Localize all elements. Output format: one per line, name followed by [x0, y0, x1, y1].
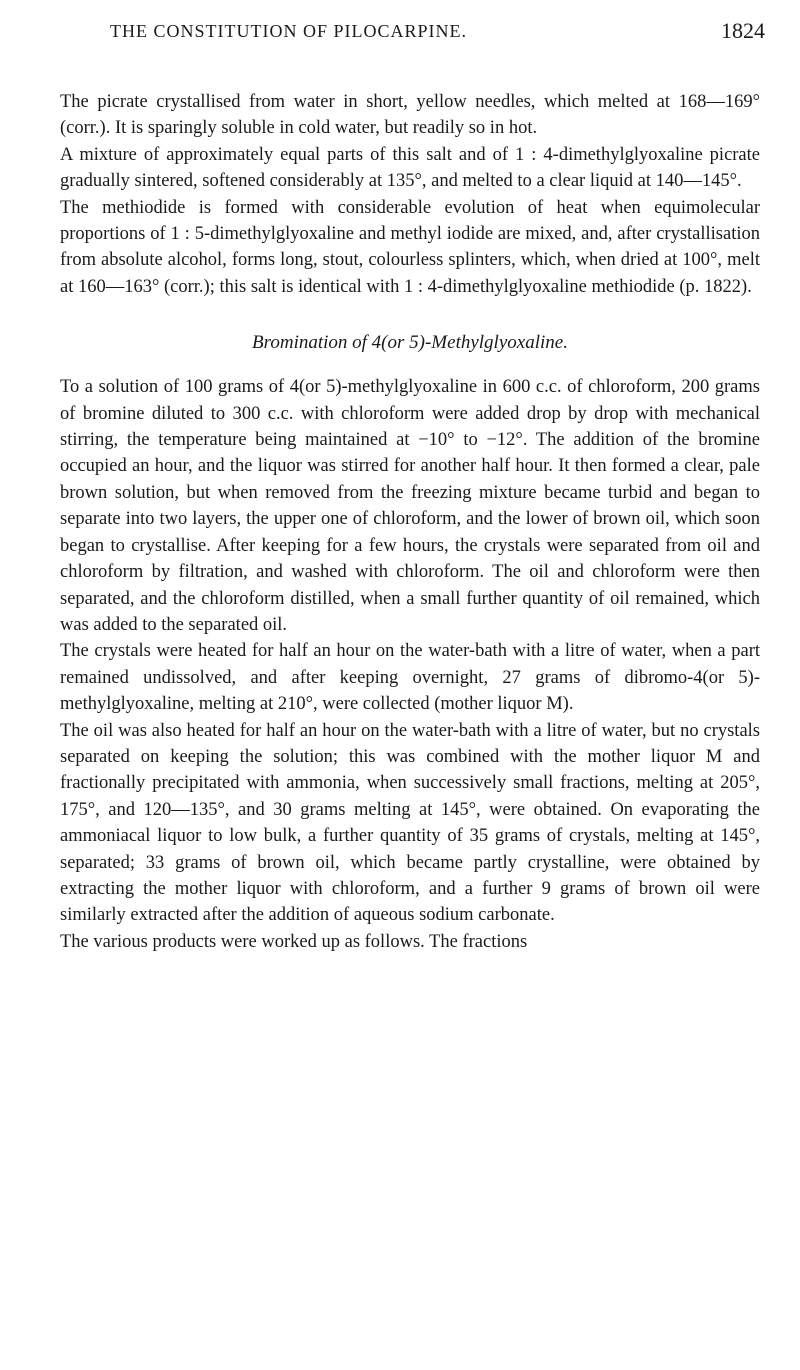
paragraph-methiodide: The methiodide is formed with considerable evolution of heat when equimolecular proportions of 1 : 5-dimethylglyoxaline and methyl iodide are mixed, and, after crystallisation from absolute alcohol, forms long, stout, colourless splinters, which, when dried at 100°, melt at 160—163° (corr.); this salt is identical with 1 : 4-dimethylglyoxaline methiodide (p. 1822). — [60, 197, 760, 297]
paragraph-bromination-procedure: To a solution of 100 grams of 4(or 5)-methylglyoxaline in 600 c.c. of chloroform, 200 grams of bromine diluted to 300 c.c. with chloroform were added drop by drop with mechanical stirring, the temperature being maintained at −10° to −12°. The addition of the bromine occupied an hour, and the liquor was stirred for another half hour. It then formed a clear, pale brown solution, but when removed from the freezing mixture became turbid and began to separate into two layers, the upper one of chloroform, and the lower of brown oil, which soon began to crystallise. After keeping for a few hours, the crystals were separated from oil and chloroform by filtration, and washed with chloroform. The oil and chloroform were then separated, and the chloroform distilled, when a small further quantity of oil remained, which was added to the separated oil. — [60, 377, 760, 635]
section-heading: Bromination of 4(or 5)-Methylglyoxaline. — [252, 332, 568, 354]
page-number: 1824 — [721, 18, 765, 43]
paragraph-oil: The oil was also heated for half an hour on the water-bath with a litre of water, but no crystals separated on keeping the solution; this was combined with the mother liquor M and fractionally precipitated with ammonia, when successively small fractions, melting at 205°, 175°, and 120—135°, and 30 grams melting at 145°, were obtained. On evaporating the ammoniacal liquor to low bulk, a further quantity of 35 grams of crystals, melting at 145°, separated; 33 grams of brown oil, which became partly crystalline, were obtained by extracting the mother liquor with chloroform, and a further 9 grams of brown oil were similarly extracted after the addition of aqueous sodium carbonate. — [60, 720, 760, 926]
paragraph-crystals: The crystals were heated for half an hour on the water-bath with a litre of water, when a part remained undissolved, and after keeping overnight, 27 grams of dibromo-4(or 5)-methylglyoxaline, melting at 210°, were collected (mother liquor M). — [60, 641, 760, 715]
paragraph-mixture: A mixture of approximately equal parts of this salt and of 1 : 4-dimethylglyoxaline picrate gradually sintered, softened considerably at 135°, and melted to a clear liquid at 140—145°. — [60, 144, 760, 192]
paragraph-products: The various products were worked up as follows. The fractions — [60, 931, 528, 952]
running-head — [60, 10, 765, 52]
running-title: THE CONSTITUTION OF PILOCARPINE. — [110, 21, 467, 41]
article-body — [60, 89, 760, 955]
paragraph-picrate: The picrate crystallised from water in short, yellow needles, which melted at 168—169° (corr.). It is sparingly soluble in cold water, but readily so in hot. — [60, 92, 760, 139]
journal-page — [60, 10, 765, 955]
